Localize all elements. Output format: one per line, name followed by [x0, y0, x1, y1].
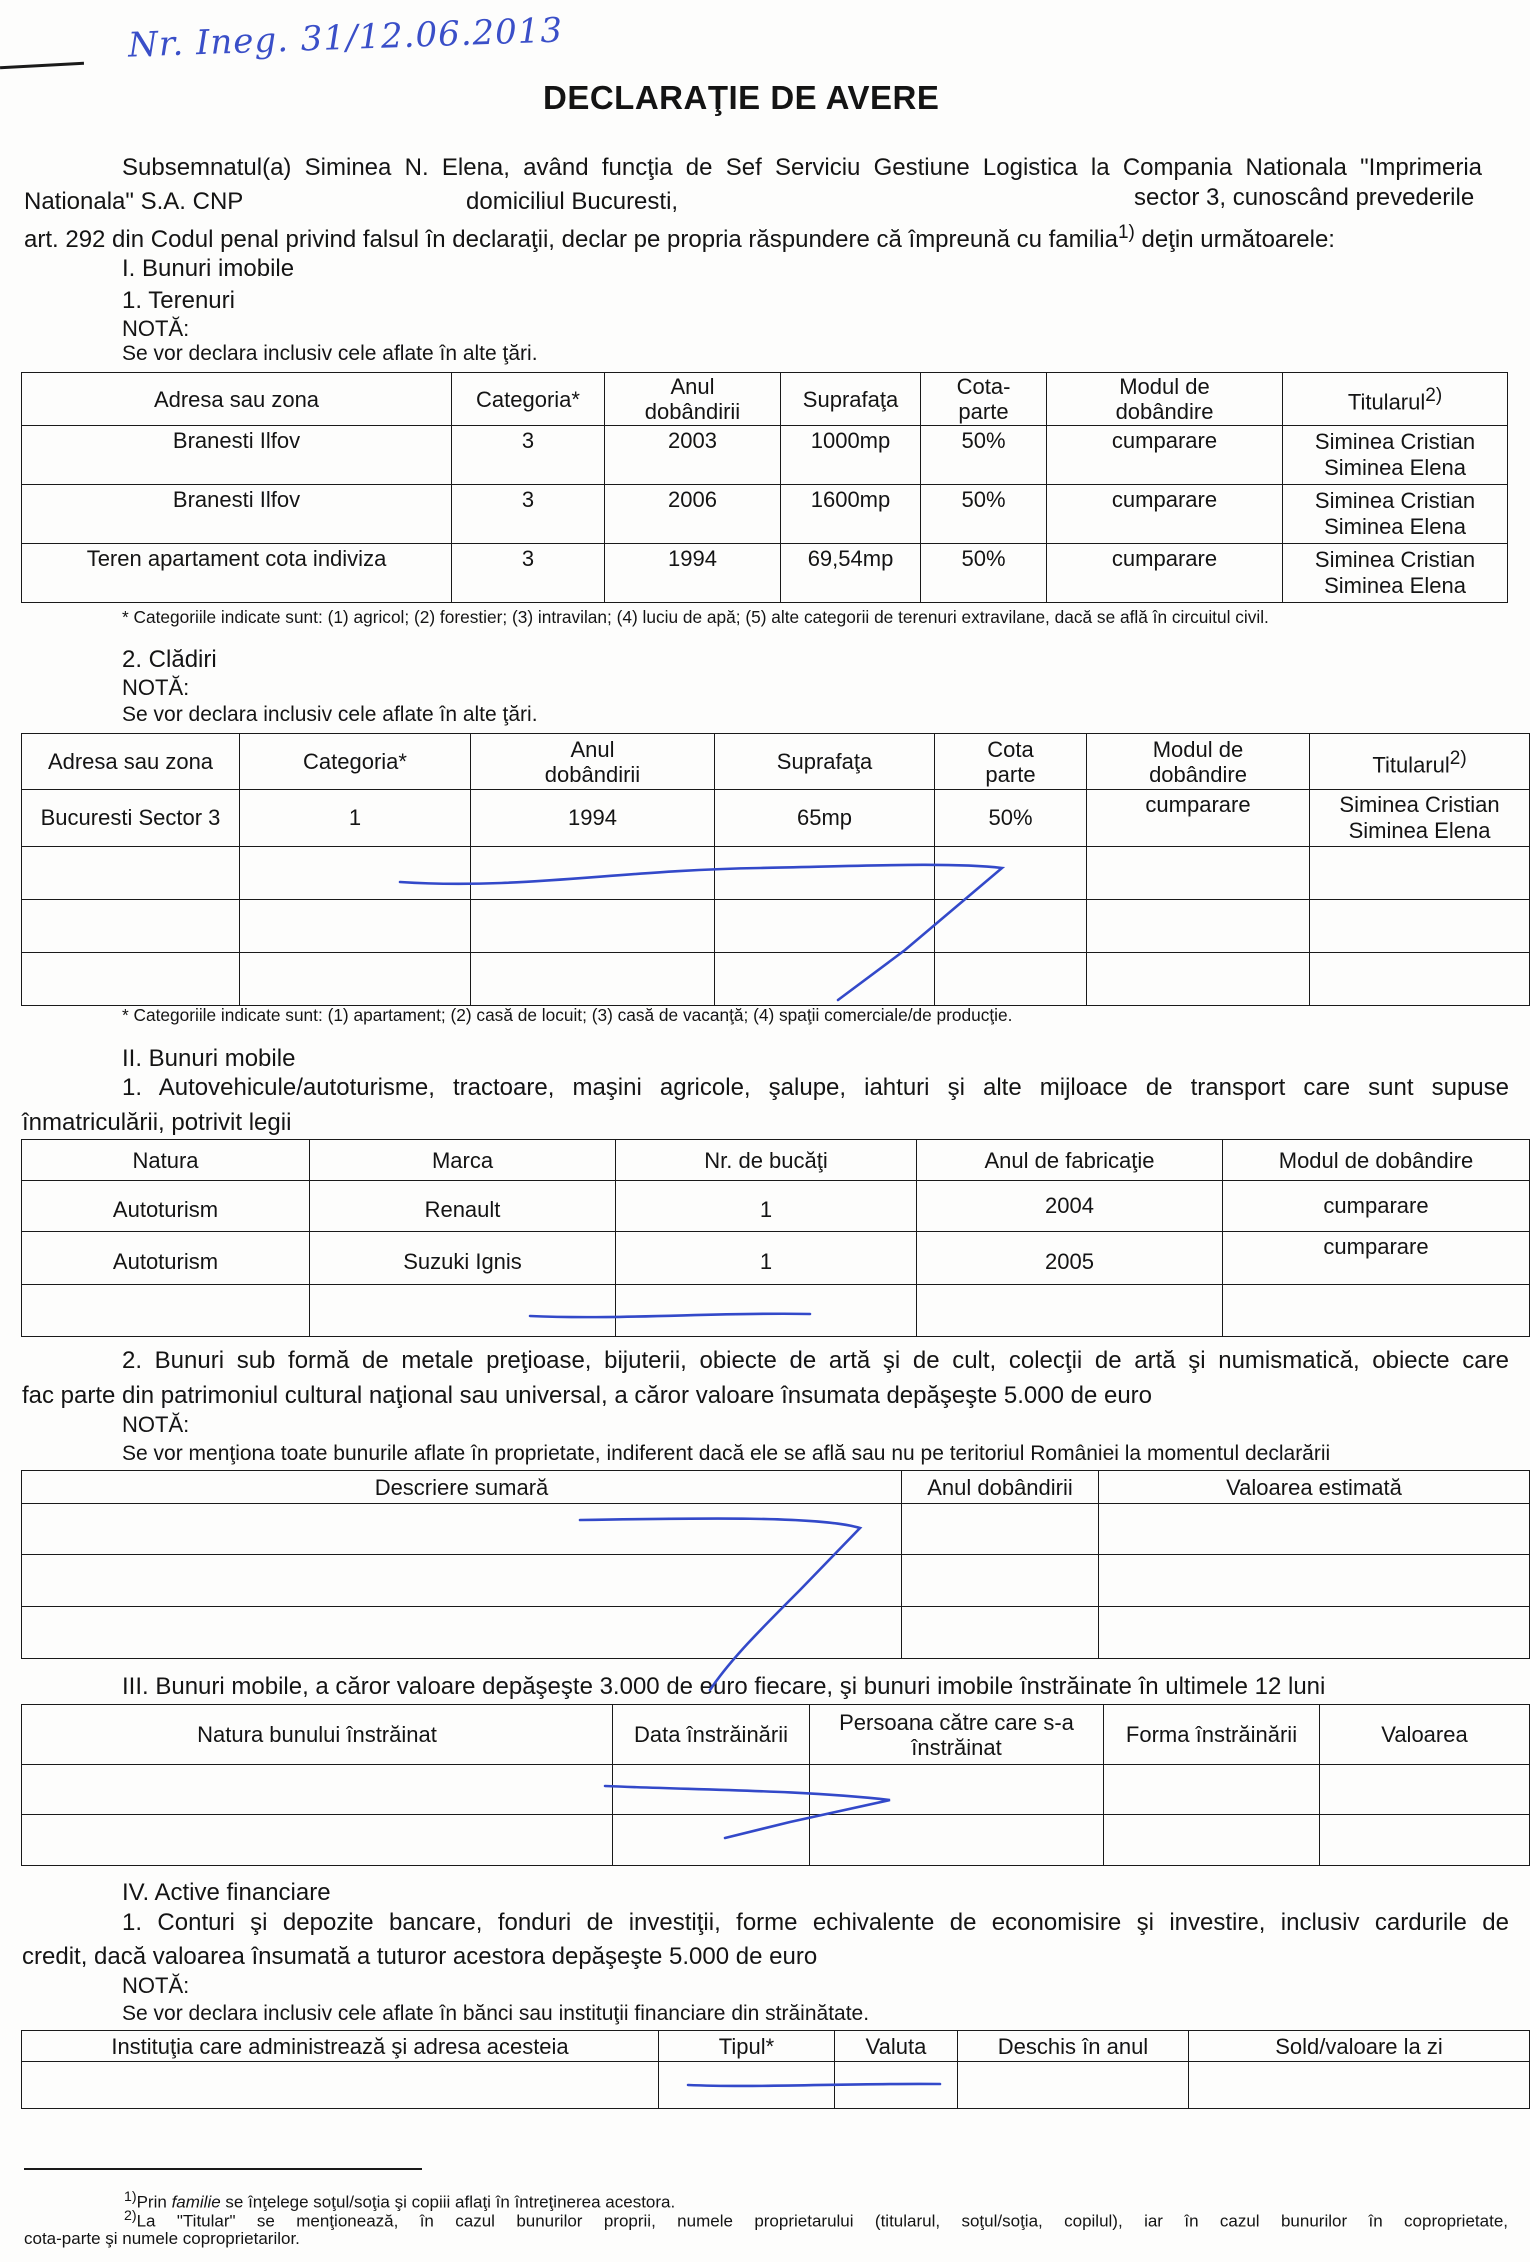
cell-adresa: Branesti Ilfov	[22, 426, 452, 485]
cell-adresa: Branesti Ilfov	[22, 485, 452, 544]
col-anul-fabricatie: Anul de fabricaţie	[917, 1140, 1223, 1181]
nota-label: NOTĂ:	[122, 1973, 190, 1998]
cell-titular	[1283, 485, 1508, 544]
col-valoarea: Valoarea	[1320, 1705, 1530, 1765]
cell-adresa: Bucuresti Sector 3	[22, 790, 240, 847]
cell-cota: 50%	[935, 790, 1087, 847]
col-tipul: Tipul*	[659, 2031, 835, 2062]
col-categoria: Categoria*	[240, 734, 471, 790]
cell-suprafata: 69,54mp	[781, 544, 921, 603]
nota-text: Se vor declara inclusiv cele aflate în alte ţări.	[122, 703, 538, 726]
cell-modul: cumparare	[1047, 485, 1283, 544]
cell-categoria: 1	[240, 790, 471, 847]
col-titular	[1310, 734, 1530, 790]
cell-cota: 50%	[921, 426, 1047, 485]
intro-line-3-end: deţin următoarele:	[1134, 226, 1335, 253]
col-cota: Cota parte	[935, 734, 1087, 790]
col-adresa: Adresa sau zona	[22, 373, 452, 426]
cell-anul: 2004	[917, 1181, 1223, 1232]
col-categoria: Categoria*	[452, 373, 605, 426]
table-row	[22, 1555, 1530, 1607]
col-sold: Sold/valoare la zi	[1189, 2031, 1530, 2062]
table-row	[22, 1232, 1530, 1285]
table-row	[22, 544, 1508, 603]
table-row	[22, 426, 1508, 485]
col-anul: Anul dobândirii	[902, 1471, 1099, 1504]
bunuri-pretioase-line-1: 2. Bunuri sub formă de metale preţioase, bijuterii, obiecte de artă şi de cult, colecţii de artă şi numismatică, obiecte care	[122, 1347, 1509, 1374]
titular-1: Siminea Cristian	[1314, 488, 1476, 513]
cell-nr: 1	[616, 1181, 917, 1232]
footnote-1-text-b: se înţelege soţul/soţia şi copiii aflaţi în întreţinerea acestora.	[220, 2192, 676, 2212]
cell-suprafata: 1000mp	[781, 426, 921, 485]
intro-line-2a: Nationala" S.A. CNP	[24, 188, 244, 215]
cell-modul: cumparare	[1087, 790, 1310, 847]
titular-2: Siminea Elena	[1324, 514, 1466, 539]
section-heading-instrainate: III. Bunuri mobile, a căror valoare depăşeşte 3.000 de euro fiecare, şi bunuri imobile înstrăinate în ultimele 12 luni	[122, 1673, 1326, 1700]
nota-label: NOTĂ:	[122, 675, 190, 700]
bunuri-pretioase-line-2: fac parte din patrimoniul cultural naţional sau universal, a căror valoare însumata depăşeşte 5.000 de euro	[22, 1382, 1153, 1409]
subsection-terenuri: 1. Terenuri	[122, 287, 235, 314]
cell-cota: 50%	[921, 485, 1047, 544]
conturi-line-2: credit, dacă valoarea însumată a tuturor acestora depăşeşte 5.000 de euro	[22, 1943, 818, 1970]
cell-modul: cumparare	[1223, 1232, 1530, 1285]
titular-1: Siminea Cristian	[1314, 547, 1476, 572]
subsection-cladiri: 2. Clădiri	[122, 646, 217, 673]
col-persoana: Persoana către care s-a înstrăinat	[810, 1705, 1104, 1765]
table-row	[22, 900, 1530, 953]
instrainate-table	[21, 1704, 1530, 1866]
col-adresa: Adresa sau zona	[22, 734, 240, 790]
nota-label: NOTĂ:	[122, 316, 190, 341]
col-deschis: Deschis în anul	[958, 2031, 1189, 2062]
intro-line-2b: domiciliul Bucuresti,	[466, 188, 679, 215]
cell-modul: cumparare	[1223, 1181, 1530, 1232]
col-anul: Anul dobândirii	[471, 734, 715, 790]
conturi-table	[21, 2030, 1530, 2109]
nota-text: Se vor menţiona toate bunurile aflate în proprietate, indiferent dacă ele se află sau nu pe teritoriul României la momentul declarării	[122, 1442, 1331, 1465]
page-title: DECLARAŢIE DE AVERE	[543, 79, 940, 116]
cell-adresa: Teren apartament cota indiviza	[22, 544, 452, 603]
footnote-1-text-a: Prin	[136, 2192, 172, 2212]
cell-anul: 1994	[605, 544, 781, 603]
table-row	[22, 790, 1530, 847]
cell-natura: Autoturism	[22, 1181, 310, 1232]
cell-natura: Autoturism	[22, 1232, 310, 1285]
col-valoarea: Valoarea estimată	[1099, 1471, 1530, 1504]
margin-mark	[0, 62, 84, 69]
cell-anul: 2005	[917, 1232, 1223, 1285]
cell-titular	[1310, 790, 1530, 847]
table-row	[22, 485, 1508, 544]
titular-2: Siminea Elena	[1324, 573, 1466, 598]
cell-titular	[1283, 544, 1508, 603]
table-row	[22, 1765, 1530, 1815]
cladiri-table	[21, 733, 1530, 1006]
intro-line-2c: sector 3, cunoscând prevederile	[1134, 184, 1475, 211]
section-heading-bunuri-imobile: I. Bunuri imobile	[122, 255, 295, 282]
table-row	[22, 1504, 1530, 1555]
col-marca: Marca	[310, 1140, 616, 1181]
cell-categoria: 3	[452, 426, 605, 485]
bunuri-pretioase-table	[21, 1470, 1530, 1659]
cell-suprafata: 1600mp	[781, 485, 921, 544]
table-row	[22, 1815, 1530, 1866]
col-anul: Anul dobândirii	[605, 373, 781, 426]
titular-2: Siminea Elena	[1348, 818, 1491, 843]
footnote-ref-2: 2)	[1425, 385, 1443, 407]
table-row	[22, 1181, 1530, 1232]
section-heading-bunuri-mobile: II. Bunuri mobile	[122, 1045, 296, 1072]
col-valuta: Valuta	[835, 2031, 958, 2062]
col-modul: Modul de dobândire	[1223, 1140, 1530, 1181]
col-cota: Cota-parte	[921, 373, 1047, 426]
terenuri-table	[21, 372, 1508, 603]
cell-cota: 50%	[921, 544, 1047, 603]
footnote-1-marker: 1)	[124, 2189, 137, 2205]
cell-anul: 1994	[471, 790, 715, 847]
col-titular-label: Titularul	[1347, 389, 1426, 415]
registration-number: Nr. Ineg. 31/12.06.2013	[127, 10, 564, 66]
col-natura: Natura bunului înstrăinat	[22, 1705, 613, 1765]
table-row	[22, 1607, 1530, 1659]
nota-text: Se vor declara inclusiv cele aflate în bănci sau instituţii financiare din străinătate.	[122, 2002, 870, 2025]
col-suprafata: Suprafaţa	[715, 734, 935, 790]
footnote-2-marker: 2)	[124, 2208, 137, 2224]
conturi-line-1: 1. Conturi şi depozite bancare, fonduri de investiţii, forme echivalente de economisire şi investire, inclusiv cardurile de	[122, 1909, 1509, 1936]
table-row	[22, 1285, 1530, 1337]
col-titular-label: Titularul	[1372, 752, 1450, 778]
cell-titular	[1283, 426, 1508, 485]
cell-categoria: 3	[452, 485, 605, 544]
cell-marca: Renault	[310, 1181, 616, 1232]
footnote-ref-1: 1)	[1117, 222, 1135, 243]
footnote-2-cont: cota-parte şi numele coproprietarilor.	[24, 2229, 300, 2248]
footnote-divider	[24, 2168, 422, 2170]
titular-2: Siminea Elena	[1324, 455, 1466, 480]
intro-line-3	[24, 217, 1335, 255]
col-titular	[1283, 373, 1508, 426]
footnote-2	[124, 2206, 1508, 2232]
cell-suprafata: 65mp	[715, 790, 935, 847]
autovehicule-line-1: 1. Autovehicule/autoturisme, tractoare, maşini agricole, şalupe, iahturi şi alte mijloace de transport care sunt supuse	[122, 1074, 1509, 1101]
col-forma: Forma înstrăinării	[1104, 1705, 1320, 1765]
titular-1: Siminea Cristian	[1314, 429, 1476, 454]
cell-modul: cumparare	[1047, 544, 1283, 603]
footnote-1-emphasis: familie	[171, 2192, 221, 2212]
col-modul: Modul de dobândire	[1087, 734, 1310, 790]
terenuri-categories-note: * Categoriile indicate sunt: (1) agricol; (2) forestier; (3) intravilan; (4) luciu de apă; (5) alte categorii de terenuri extravilane, dacă se află în circuitul civil.	[122, 607, 1269, 627]
cell-nr: 1	[616, 1232, 917, 1285]
cladiri-categories-note: * Categoriile indicate sunt: (1) apartament; (2) casă de locuit; (3) casă de vacanţă; (4) spaţii comerciale/de producţie.	[122, 1005, 1013, 1025]
intro-line-3-text: art. 292 din Codul penal privind falsul în declaraţii, declar pe propria răspundere că împreună cu familia	[24, 226, 1118, 253]
cell-modul: cumparare	[1047, 426, 1283, 485]
col-natura: Natura	[22, 1140, 310, 1181]
col-nr-bucati: Nr. de bucăţi	[616, 1140, 917, 1181]
col-suprafata: Suprafaţa	[781, 373, 921, 426]
nota-text: Se vor declara inclusiv cele aflate în alte ţări.	[122, 342, 538, 365]
autovehicule-table	[21, 1139, 1530, 1337]
intro-line-1: Subsemnatul(a) Siminea N. Elena, având funcţia de Sef Serviciu Gestiune Logistica la Compania Nationala "Imprimeria	[122, 154, 1482, 181]
table-row	[22, 2062, 1530, 2109]
col-descriere: Descriere sumară	[22, 1471, 902, 1504]
cell-marca: Suzuki Ignis	[310, 1232, 616, 1285]
footnote-2-text-a: La "Titular" se menţionează, în cazul bunurilor proprii, numele proprietarului (titularul, soţul/soţia, copilul), iar în cazul bunurilor în coproprietate,	[136, 2211, 1508, 2231]
section-heading-active-financiare: IV. Active financiare	[122, 1879, 331, 1906]
col-data: Data înstrăinării	[613, 1705, 810, 1765]
nota-label: NOTĂ:	[122, 1412, 190, 1437]
autovehicule-line-2: înmatriculării, potrivit legii	[22, 1109, 292, 1136]
cell-anul: 2003	[605, 426, 781, 485]
cell-anul: 2006	[605, 485, 781, 544]
col-institutia: Instituţia care administrează şi adresa acesteia	[22, 2031, 659, 2062]
table-row	[22, 953, 1530, 1006]
col-modul: Modul de dobândire	[1047, 373, 1283, 426]
footnote-ref-2: 2)	[1449, 747, 1467, 769]
table-row	[22, 847, 1530, 900]
cell-categoria: 3	[452, 544, 605, 603]
titular-1: Siminea Cristian	[1339, 792, 1500, 817]
